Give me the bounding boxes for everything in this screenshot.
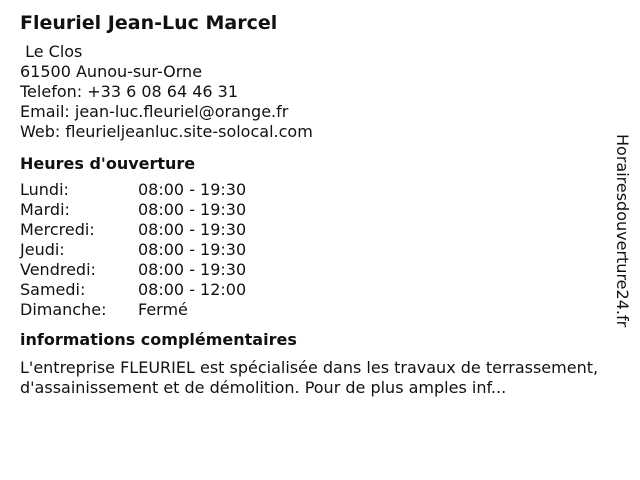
hours-day: Mardi: — [20, 200, 70, 219]
hours-row-tuesday — [20, 200, 620, 220]
address-city: 61500 Aunou-sur-Orne — [20, 62, 203, 81]
hours-day: Mercredi: — [20, 220, 95, 239]
address-street: Le Clos — [20, 42, 83, 61]
hours-time: 08:00 - 19:30 — [138, 220, 247, 239]
additional-info-heading: informations complémentaires — [20, 330, 297, 349]
hours-row-wednesday — [20, 220, 620, 240]
hours-time: 08:00 - 19:30 — [138, 240, 247, 259]
hours-time: 08:00 - 19:30 — [138, 260, 247, 279]
opening-hours-table — [20, 180, 620, 320]
site-watermark: Horairesdouverture24.fr — [613, 134, 632, 328]
hours-row-friday — [20, 260, 620, 280]
hours-time: 08:00 - 19:30 — [138, 180, 247, 199]
contact-block — [20, 42, 620, 142]
hours-row-saturday — [20, 280, 620, 300]
hours-day: Jeudi: — [20, 240, 65, 259]
business-card — [20, 10, 620, 414]
hours-row-sunday — [20, 300, 620, 320]
hours-day: Dimanche: — [20, 300, 107, 319]
hours-time: 08:00 - 19:30 — [138, 200, 247, 219]
opening-hours-heading: Heures d'ouverture — [20, 154, 196, 173]
website-line: Web: fleurieljeanluc.site-solocal.com — [20, 122, 313, 141]
email-line: Email: jean-luc.fleuriel@orange.fr — [20, 102, 289, 121]
hours-day: Samedi: — [20, 280, 86, 299]
additional-info-text: L'entreprise FLEURIEL est spécialisée dans les travaux de terrassement, d'assainissement et de démolition. Pour de plus amples inf... — [20, 358, 599, 397]
hours-time: Fermé — [138, 300, 188, 319]
business-name: Fleuriel Jean-Luc Marcel — [20, 12, 278, 34]
hours-time: 08:00 - 12:00 — [138, 280, 247, 299]
hours-row-monday — [20, 180, 620, 200]
hours-day: Vendredi: — [20, 260, 96, 279]
phone-line: Telefon: +33 6 08 64 46 31 — [20, 82, 239, 101]
hours-row-thursday — [20, 240, 620, 260]
hours-day: Lundi: — [20, 180, 69, 199]
